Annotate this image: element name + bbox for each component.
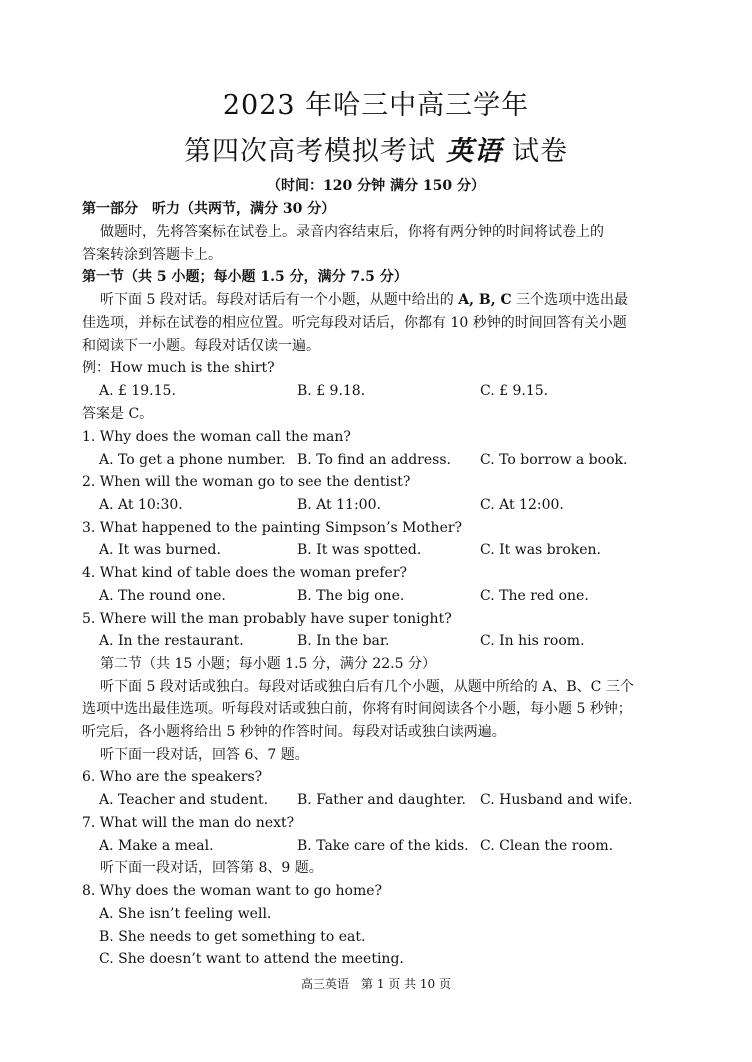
question-3: 3. What happened to the painting Simpson’s Mother?	[82, 520, 463, 536]
example-option-b: B. £ 9.18.	[297, 383, 366, 399]
question-8: 8. Why does the woman want to go home?	[82, 883, 383, 899]
q3-option-c: C. It was broken.	[480, 542, 602, 558]
q1-option-a: A. To get a phone number.	[99, 452, 286, 468]
q2-option-a: A. At 10:30.	[99, 497, 183, 513]
q6-option-a: A. Teacher and student.	[99, 792, 269, 808]
example-answer: 答案是 C。	[82, 406, 154, 422]
q1-option-c: C. To borrow a book.	[480, 452, 628, 468]
example-option-c: C. £ 9.15.	[480, 383, 549, 399]
q2-option-c: C. At 12:00.	[480, 497, 564, 513]
q4-option-c: C. The red one.	[480, 588, 589, 604]
question-2: 2. When will the woman go to see the dentist?	[82, 474, 411, 490]
q3-option-b: B. It was spotted.	[297, 542, 422, 558]
section1-directions-line1	[100, 290, 628, 310]
q7-option-c: C. Clean the room.	[480, 838, 614, 854]
q4-option-b: B. The big one.	[297, 588, 405, 604]
q3-option-a: A. It was burned.	[99, 542, 221, 558]
exam-title-suffix: 试卷	[512, 136, 568, 167]
directions-text: 三个选项中选出最	[511, 292, 629, 308]
section1-directions-line3: 和阅读下一小题。每段对话仅读一遍。	[82, 338, 320, 354]
part1-title: 第一部分 听力（共两节，满分 30 分）	[82, 201, 336, 217]
question-4: 4. What kind of table does the woman prefer?	[82, 565, 408, 581]
directions-text: 听下面 5 段对话。每段对话后有一个小题，从题中给出的	[100, 292, 459, 308]
q6-option-b: B. Father and daughter.	[297, 792, 466, 808]
section1-title: 第一节（共 5 小题；每小题 1.5 分，满分 7.5 分）	[82, 269, 408, 285]
exam-title-line2	[0, 134, 752, 170]
page-footer: 高三英语 第 1 页 共 10 页	[301, 977, 451, 991]
question-5: 5. Where will the man probably have super tonight?	[82, 611, 452, 627]
question-6: 6. Who are the speakers?	[82, 769, 263, 785]
directions-options: A, B, C	[458, 292, 512, 308]
example-option-a: A. £ 19.15.	[99, 383, 176, 399]
section2-lead-6-7: 听下面一段对话，回答 6、7 题。	[100, 747, 309, 763]
section2-title: 第二节（共 15 小题；每小题 1.5 分，满分 22.5 分）	[100, 656, 436, 672]
question-1: 1. Why does the woman call the man?	[82, 429, 351, 445]
section1-directions-line2: 佳选项，并标在试卷的相应位置。听完每段对话后，你都有 10 秒钟的时间回答有关小题	[82, 315, 627, 331]
exam-subject: 英语	[446, 136, 502, 167]
exam-title-name: 第四次高考模拟考试	[184, 136, 436, 167]
q8-option-a: A. She isn’t feeling well.	[99, 906, 272, 922]
time-info: （时间：120 分钟 满分 150 分）	[267, 178, 485, 194]
q5-option-c: C. In his room.	[480, 633, 585, 649]
question-7: 7. What will the man do next?	[82, 815, 295, 831]
q7-option-b: B. Take care of the kids.	[297, 838, 469, 854]
part1-intro-line2: 答案转涂到答题卡上。	[82, 247, 222, 263]
exam-title-line1: 2023 年哈三中高三学年	[222, 90, 530, 121]
q1-option-b: B. To find an address.	[297, 452, 451, 468]
section2-directions-line2: 选项中选出最佳选项。听每段对话或独白前，你将有时间阅读各个小题，每小题 5 秒钟；	[82, 701, 632, 717]
section2-lead-8-9: 听下面一段对话，回答第 8、9 题。	[100, 860, 323, 876]
example-question: 例：How much is the shirt?	[82, 360, 275, 376]
q4-option-a: A. The round one.	[99, 588, 226, 604]
q7-option-a: A. Make a meal.	[99, 838, 214, 854]
q6-option-c: C. Husband and wife.	[480, 792, 633, 808]
q5-option-b: B. In the bar.	[297, 633, 390, 649]
q2-option-b: B. At 11:00.	[297, 497, 381, 513]
q5-option-a: A. In the restaurant.	[99, 633, 244, 649]
section2-directions-line1: 听下面 5 段对话或独白。每段对话或独白后有几个小题，从题中所给的 A、B、C 三个	[100, 679, 634, 695]
q8-option-b: B. She needs to get something to eat.	[99, 929, 366, 945]
section2-directions-line3: 听完后，各小题将给出 5 秒钟的作答时间。每段对话或独白读两遍。	[82, 724, 506, 740]
part1-intro-line1: 做题时，先将答案标在试卷上。录音内容结束后，你将有两分钟的时间将试卷上的	[100, 224, 604, 240]
q8-option-c: C. She doesn’t want to attend the meeting.	[99, 951, 404, 967]
